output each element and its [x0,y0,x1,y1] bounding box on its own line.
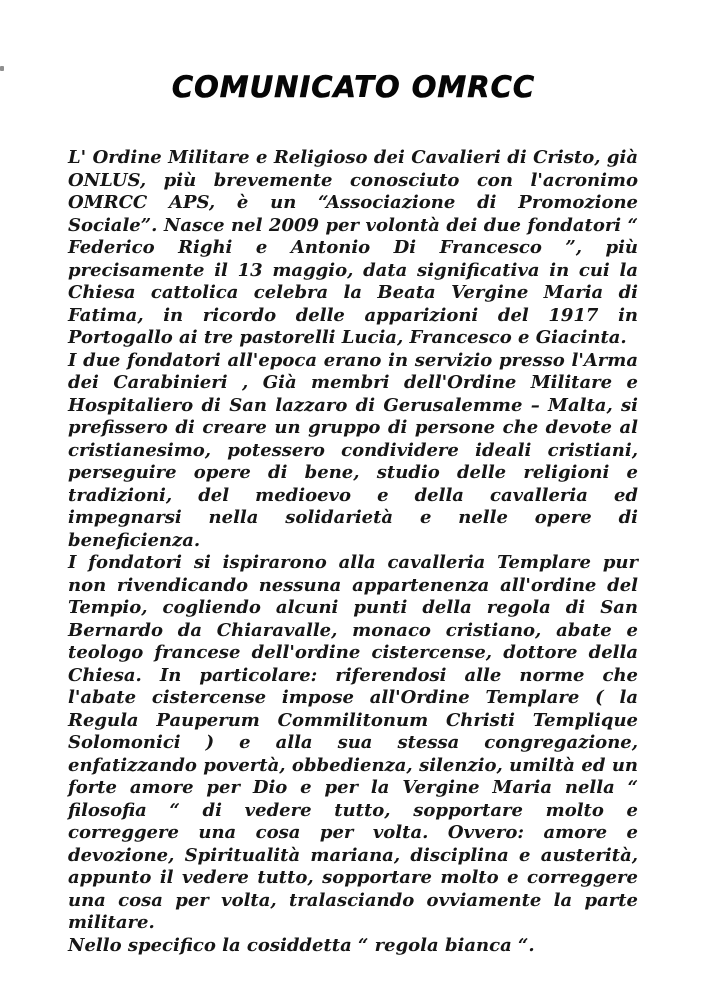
paragraph-regola-bianca: Nello specifico la cosiddetta “ regola bianca “. [68,934,535,956]
document-body [68,147,638,957]
paragraph-templar-inspiration: I fondatori si ispirarono alla cavalleria Templare pur non rivendicando nessuna appartenenza all'ordine del Tempio, cogliendo alcuni punti della regola di San Bernardo da Chiaravalle, monaco cristiano, abate e teologo francese dell'ordine cistercense, dottore della Chiesa. In particolare: riferendosi alle norme che l'abate cistercense impose all'Ordine Templare ( la Regula Pauperum Commilitonum Christi Templique Solomonici ) e alla sua stessa congregazione, enfatizzando povertà, obbedienza, silenzio, umiltà ed un forte amore per Dio e per la Vergine Maria nella “ filosofia “ di vedere tutto, sopportare molto e correggere una cosa per volta. Ovvero: amore e devozione, Spiritualità mariana, disciplina e austerità, appunto il vedere tutto, sopportare molto e correggere una cosa per volta, tralasciando ovviamente la parte militare. [68,552,638,933]
document-title: COMUNICATO OMRCC [171,70,536,104]
paragraph-origin-history: L' Ordine Militare e Religioso dei Cavalieri di Cristo, già ONLUS, più brevemente conosciuto con l'acronimo OMRCC APS, è un “Associazione di Promozione Sociale”. Nasce nel 2009 per volontà dei due fondatori “ Federico Righi e Antonio Di Francesco ”, più precisamente il 13 maggio, data significativa in cui la Chiesa cattolica celebra la Beata Vergine Maria di Fatima, in ricordo delle apparizioni del 1917 in Portogallo ai tre pastorelli Lucia, Francesco e Giacinta. [68,147,638,348]
paragraph-founders: I due fondatori all'epoca erano in servizio presso l'Arma dei Carabinieri , Già membri dell'Ordine Militare e Hospitaliero di San lazzaro di Gerusalemme – Malta, si prefissero di creare un gruppo di persone che devote al cristianesimo, potessero condividere ideali cristiani, perseguire opere di bene, studio delle religioni e tradizioni, del medioevo e della cavalleria ed impegnarsi nella solidarietà e nelle opere di beneficienza. [68,349,638,551]
